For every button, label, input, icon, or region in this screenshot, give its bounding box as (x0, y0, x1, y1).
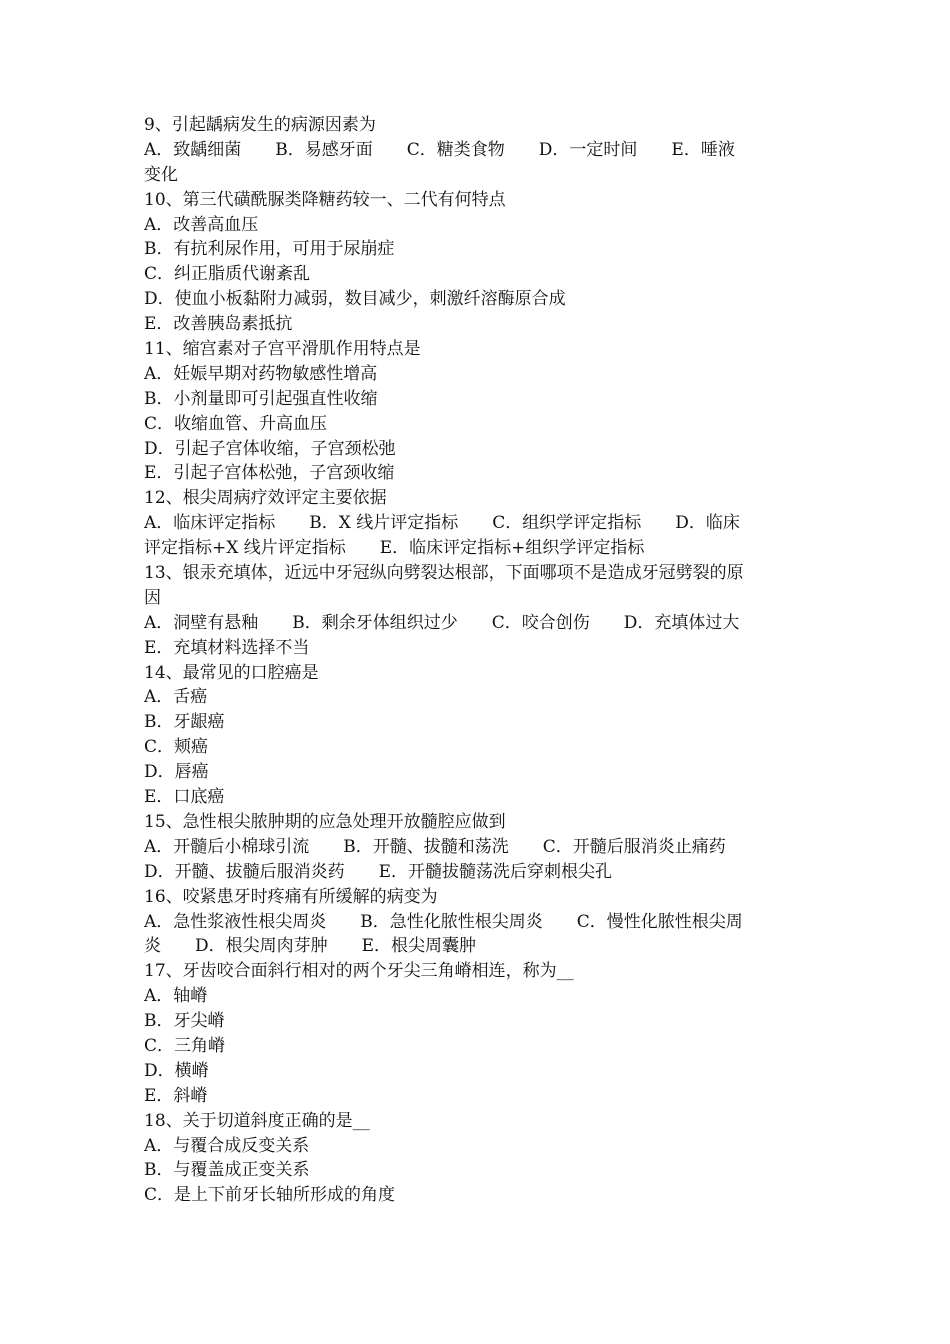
document-body (144, 113, 808, 1208)
question-10-option-c: C．纠正脂质代谢紊乱 (144, 264, 311, 285)
question-12-options-cont: 评定指标+X 线片评定指标 E．临床评定指标+组织学评定指标 (144, 538, 645, 559)
question-14-option-e: E．口底癌 (144, 787, 225, 808)
question-15-options-cont: D．开髓、拔髓后服消炎药 E．开髓拔髓荡洗后穿刺根尖孔 (144, 861, 613, 882)
question-17-option-d: D．横嵴 (144, 1060, 209, 1081)
question-10-option-d: D．使血小板黏附力减弱，数目减少，刺激纤溶酶原合成 (144, 289, 566, 310)
question-14-option-b: B．牙龈癌 (144, 712, 225, 733)
question-10-option-b: B．有抗利尿作用，可用于尿崩症 (144, 239, 395, 260)
question-9-title: 9、引起龋病发生的病源因素为 (144, 115, 376, 135)
question-11-option-d: D．引起子宫体收缩，子宫颈松弛 (144, 438, 396, 459)
question-18-option-c: C．是上下前牙长轴所形成的角度 (144, 1185, 396, 1206)
question-17-option-b: B．牙尖嵴 (144, 1011, 225, 1032)
question-9-options: A．致龋细菌 B．易感牙面 C．糖类食物 D．一定时间 E．唾液 (144, 139, 735, 160)
question-14-option-c: C．颊癌 (144, 737, 209, 758)
question-17-title: 17、牙齿咬合面斜行相对的两个牙尖三角嵴相连，称为__ (144, 961, 574, 982)
question-11-option-e: E．引起子宫体松弛，子宫颈收缩 (144, 463, 395, 484)
question-10-option-e: E．改善胰岛素抵抗 (144, 314, 293, 335)
question-14-option-d: D．唇癌 (144, 762, 209, 783)
question-17-option-e: E．斜嵴 (144, 1085, 208, 1106)
question-14-title: 14、最常见的口腔癌是 (144, 662, 319, 683)
question-11-option-c: C．收缩血管、升高血压 (144, 413, 328, 434)
question-12-title: 12、根尖周病疗效评定主要依据 (144, 488, 387, 509)
question-18-option-a: A．与覆合成反变关系 (144, 1135, 310, 1156)
question-10-option-a: A．改善高血压 (144, 214, 259, 235)
question-11-option-b: B．小剂量即可引起强直性收缩 (144, 388, 378, 409)
question-11-option-a: A．妊娠早期对药物敏感性增高 (144, 363, 378, 384)
question-17-option-a: A．轴嵴 (144, 986, 208, 1007)
question-11-title: 11、缩宫素对子宫平滑肌作用特点是 (144, 339, 421, 360)
question-14-option-a: A．舌癌 (144, 687, 208, 708)
question-12-options: A．临床评定指标 B．X 线片评定指标 C．组织学评定指标 D．临床 (144, 513, 740, 534)
question-13-options: A．洞壁有悬釉 B．剩余牙体组织过少 C．咬合创伤 D．充填体过大 (144, 612, 740, 633)
question-16-options-cont: 炎 D．根尖周肉芽肿 E．根尖周囊肿 (144, 936, 477, 957)
question-13-option-e: E．充填材料选择不当 (144, 637, 310, 658)
question-10-title: 10、第三代磺酰脲类降糖药较一、二代有何特点 (144, 189, 506, 210)
question-15-title: 15、急性根尖脓肿期的应急处理开放髓腔应做到 (144, 811, 506, 832)
question-17-option-c: C．三角嵴 (144, 1035, 226, 1056)
question-13-title-cont: 因 (144, 587, 161, 608)
question-18-title: 18、关于切道斜度正确的是__ (144, 1110, 370, 1131)
question-16-title: 16、咬紧患牙时疼痛有所缓解的病变为 (144, 886, 438, 907)
question-18-option-b: B．与覆盖成正变关系 (144, 1160, 310, 1181)
question-9-options-cont: 变化 (144, 164, 178, 185)
question-13-title: 13、银汞充填体，近远中牙冠纵向劈裂达根部，下面哪项不是造成牙冠劈裂的原 (144, 563, 744, 584)
question-16-options: A．急性浆液性根尖周炎 B．急性化脓性根尖周炎 C．慢性化脓性根尖周 (144, 911, 743, 932)
question-15-options: A．开髓后小棉球引流 B．开髓、拔髓和荡洗 C．开髓后服消炎止痛药 (144, 836, 726, 857)
